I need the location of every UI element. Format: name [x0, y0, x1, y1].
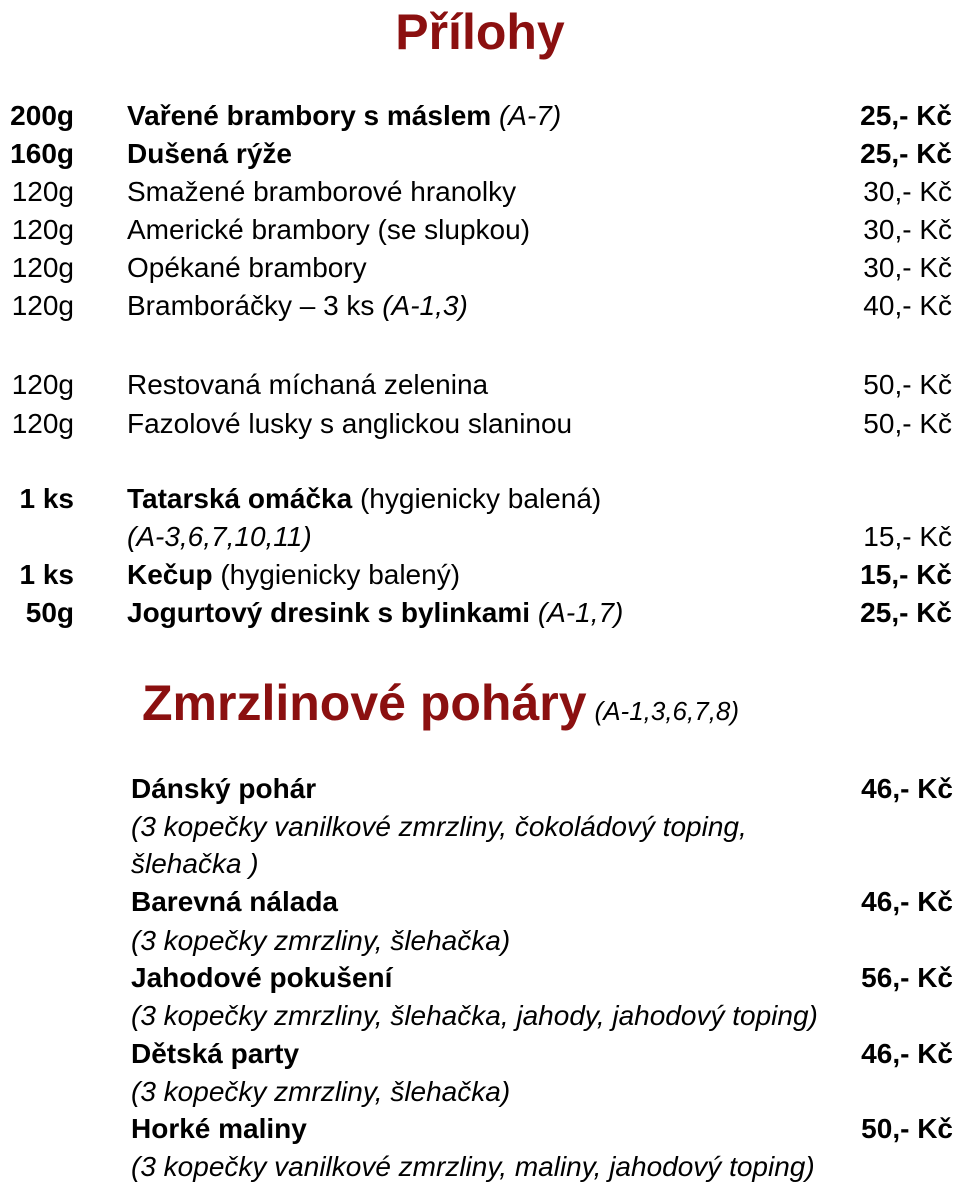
item-name: Restovaná míchaná zelenina: [127, 369, 489, 400]
item-name: Dětská party: [131, 1038, 300, 1069]
item-quantity: 200g: [10, 100, 74, 131]
item-quantity: 120g: [11, 214, 74, 245]
section-heading: [142, 668, 739, 751]
item-description: (3 kopečky zmrzliny, šlehačka, jahody, jahodový toping): [131, 1000, 818, 1031]
item-description: (3 kopečky vanilkové zmrzliny, čokoládový toping,: [131, 811, 747, 842]
item-price: 25,- Kč: [860, 100, 952, 131]
item-note: (hygienicky balená): [359, 483, 602, 514]
item-price: 15,- Kč: [863, 521, 952, 552]
menu-item: [0, 557, 960, 593]
item-name: Horké maliny: [131, 1113, 307, 1144]
item-quantity: 160g: [10, 138, 74, 169]
item-price: 46,- Kč: [861, 886, 953, 917]
item-name: Barevná nálada: [131, 886, 338, 917]
item-name: Smažené bramborové hranolky: [127, 176, 517, 207]
menu-item: [0, 595, 960, 631]
item-price: 15,- Kč: [860, 559, 952, 590]
item-price: 46,- Kč: [861, 1038, 953, 1069]
menu-item: [0, 481, 960, 517]
item-price: 25,- Kč: [860, 138, 952, 169]
item-allergen: (A-1,3): [382, 290, 468, 321]
item-description: (3 kopečky zmrzliny, šlehačka): [131, 925, 511, 956]
item-quantity: 120g: [11, 408, 74, 439]
section-allergen: (A-1,3,6,7,8): [594, 696, 740, 726]
menu-item: [0, 250, 960, 286]
menu-item-cont: [0, 519, 960, 555]
item-name: Vařené brambory s máslem (A-7): [127, 100, 562, 131]
item-name: Americké brambory (se slupkou): [127, 214, 531, 245]
menu-item: [0, 98, 960, 134]
ice-cream-item: [131, 1111, 953, 1147]
menu-item: [0, 406, 960, 442]
item-price: 30,- Kč: [863, 214, 952, 245]
item-price: 56,- Kč: [861, 962, 953, 993]
item-quantity: 120g: [11, 252, 74, 283]
item-name: Jahodové pokušení: [131, 962, 393, 993]
item-quantity: 120g: [11, 369, 74, 400]
item-price: 50,- Kč: [863, 408, 952, 439]
item-allergen: (A-3,6,7,10,11): [127, 521, 312, 552]
item-allergen: (A-7): [498, 100, 562, 131]
item-price: 25,- Kč: [860, 597, 952, 628]
item-allergen: (A-1,7): [537, 597, 624, 628]
item-quantity: 50g: [25, 597, 74, 628]
item-description: (3 kopečky zmrzliny, šlehačka): [131, 1076, 511, 1107]
item-name: Jogurtový dresink s bylinkami (A-1,7): [127, 597, 624, 628]
item-price: 30,- Kč: [863, 176, 952, 207]
item-quantity: 1 ks: [19, 483, 74, 514]
ice-cream-item: [131, 771, 953, 807]
item-price: 50,- Kč: [863, 369, 952, 400]
menu-item: [0, 174, 960, 210]
ice-cream-item: [131, 884, 953, 920]
item-name: Opékané brambory: [127, 252, 367, 283]
menu-item: [0, 288, 960, 324]
ice-cream-item: [131, 1036, 953, 1072]
item-description: šlehačka ): [131, 848, 259, 879]
menu-item: [0, 212, 960, 248]
item-quantity: 120g: [11, 176, 74, 207]
item-price: 46,- Kč: [861, 773, 953, 804]
item-name: Dánský pohár: [131, 773, 317, 804]
item-price: 40,- Kč: [863, 290, 952, 321]
item-name: Dušená rýže: [127, 138, 292, 169]
section-title: Zmrzlinové poháry: [142, 675, 587, 731]
menu-item: [0, 367, 960, 403]
item-description: (3 kopečky vanilkové zmrzliny, maliny, jahodový toping): [131, 1151, 815, 1182]
page-title: Přílohy: [395, 4, 565, 60]
item-quantity: 120g: [11, 290, 74, 321]
item-name: Fazolové lusky s anglickou slaninou: [127, 408, 573, 439]
item-name: Kečup (hygienicky balený): [127, 559, 461, 590]
item-name: Bramboráčky – 3 ks (A-1,3): [127, 290, 468, 321]
ice-cream-item: [131, 960, 953, 996]
item-quantity: 1 ks: [19, 559, 74, 590]
menu-item: [0, 136, 960, 172]
item-note: (hygienicky balený): [220, 559, 461, 590]
item-price: 50,- Kč: [861, 1113, 953, 1144]
item-name: Tatarská omáčka (hygienicky balená): [127, 483, 602, 514]
item-price: 30,- Kč: [863, 252, 952, 283]
